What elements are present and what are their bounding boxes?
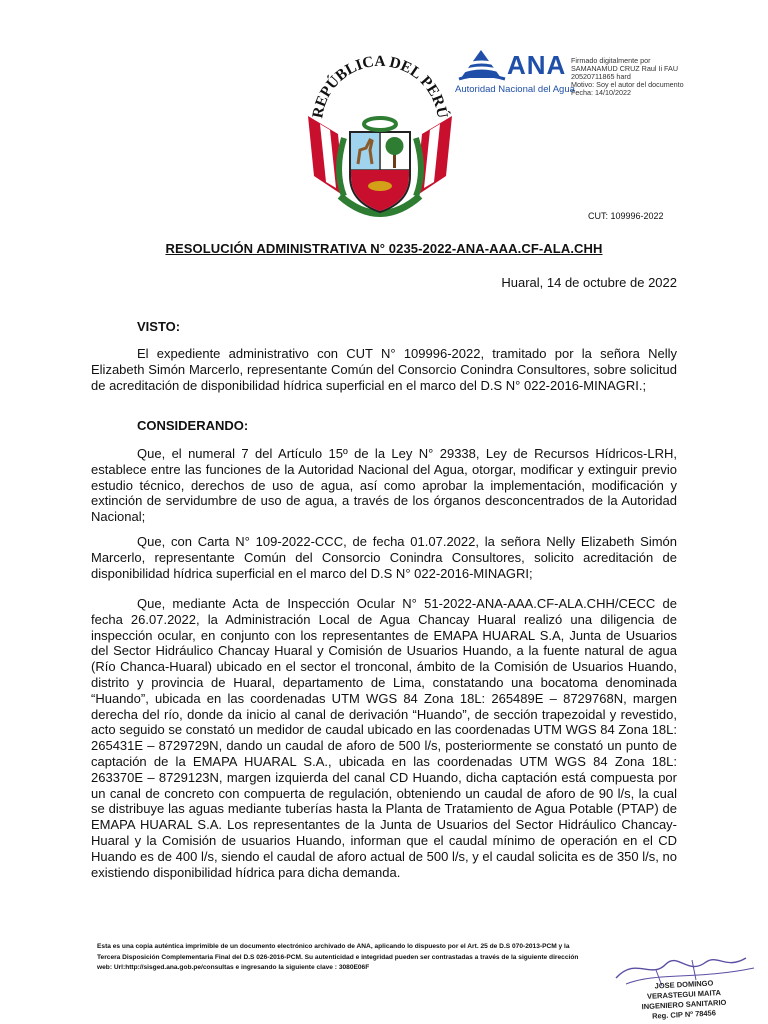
considerando-paragraph: Que, mediante Acta de Inspección Ocular N° 51-2022-ANA-AAA.CF-ALA.CHH/CECC de fecha 26.07.2022, la Administración Local de Agua Chancay Huaral realizó una diligencia de inspección ocular, en conjunto con los representantes de EMAPA HUARAL S.A, Junta de Usuarios del Sector Hidráulico Chancay Huaral y Comisión de Usuarios Huando, a la fuente natural de agua (Río Chanca-Huaral) ubicado en el sector el tronconal, ámbito de la Comisión de Usuarios Huando, distrito y provincia de Huaral, departamento de Lima, constatando una bocatoma denominada “Huando”, ubicada en las coordenadas UTM WGS 84 Zona 18L: 265489E – 8729768N, margen derecha del río, donde da inicio al canal de derivación “Huando”, de sección trapezoidal y revestido, acto seguido se constató un medidor de caudal ubicado en las coordenadas UTM WGS 84 Zona 18L: 265431E – 8729729N, dando un caudal de aforo de 500 l/s, posteriormente se constató un punto de captación de la EMAPA HUARAL S.A., ubicada en las coordenadas UTM WGS 84 Zona 18L: 263370E – 8729123N, margen izquierda del canal CD Huando, dicha captación está compuesta por un canal de concreto con compuerta de regulación, obteniendo un caudal de aforo de 90 l/s, la cual se distribuye las aguas mediante tuberías hasta la Planta de Tratamiento de Agua Potable (PTAP) de EMAPA HUARAL S.A. Los representantes de la Junta de Usuarios del Sector Hidráulico Chancay-Huaral y la Comisión de usuarios Huando, informan que el caudal mínimo de operación en el CD Huando es de 400 l/s, siendo el caudal de aforo actual de 500 l/s, y el caudal solicita es de 350 l/s, no existiendo disponibilidad hídrica para dicha demanda.	[91, 596, 677, 880]
footer-line: Esta es una copia auténtica imprimible de un documento electrónico archivado de ANA, aplicando lo dispuesto por el Art. 25 de D.S 070-2013-PCM y la	[97, 943, 570, 950]
ana-logo	[455, 48, 575, 100]
signature-line: 20520711865 hard	[571, 72, 631, 81]
stamp-name: JOSE DOMINGO	[654, 978, 714, 991]
signature-line: SAMANAMUD CRUZ Raul Ii FAU	[571, 64, 679, 73]
signature-line: Firmado digitalmente por	[571, 56, 651, 65]
ana-waves-icon	[457, 48, 507, 84]
digital-signature-info	[571, 57, 756, 97]
ana-wordmark: ANA	[507, 50, 567, 80]
stamp-profession: INGENIERO SANITARIO	[641, 997, 727, 1012]
coat-arc-text: REPÚBLICA DEL PERÚ	[309, 52, 451, 120]
signature-stamp	[596, 950, 761, 1022]
document-date: Huaral, 14 de octubre de 2022	[501, 275, 677, 290]
coat-of-arms-icon	[300, 46, 460, 226]
svg-text:REPÚBLICA DEL PERÚ	[309, 53, 451, 120]
signature-line: Fecha: 14/10/2022	[571, 88, 631, 97]
considerando-paragraph: Que, el numeral 7 del Artículo 15º de la Ley N° 29338, Ley de Recursos Hídricos-LRH, establece entre las funciones de la Autoridad Nacional del Agua, otorgar, modificar y extinguir previo estudio técnico, derechos de uso de agua, así como aprobar la implementación, modificación y extinción de servidumbre de uso de agua, a través de los órganos desconcentrados de la Autoridad Nacional;	[91, 446, 677, 525]
footer-line: Tercera Disposición Complementaria Final del D.S 026-2016-PCM. Su autenticidad e integridad pueden ser contrastadas a través de la siguiente dirección	[97, 953, 579, 961]
coat-of-arms	[300, 46, 460, 226]
footer-line: web: Url:http://sisged.ana.gob.pe/consultas e ingresando la siguiente clave : 3080E06F	[97, 964, 370, 971]
visto-heading: VISTO:	[137, 319, 181, 334]
stamp-surname: VERASTEGUI MAITA	[646, 988, 722, 1001]
cut-number: CUT: 109996-2022	[588, 211, 664, 221]
considerando-paragraph: Que, con Carta N° 109-2022-CCC, de fecha 01.07.2022, la señora Nelly Elizabeth Simón Marcerlo, representante Común del Consorcio Conindra Consultores, solicito acreditación de disponibilidad hídrica superficial en el marco del D.S N° 022-2016-MINAGRI;	[91, 534, 677, 581]
signature-line: Motivo: Soy el autor del documento	[571, 80, 684, 89]
ana-subtitle: Autoridad Nacional del Agua	[455, 84, 575, 95]
authenticity-footer	[97, 942, 612, 974]
visto-paragraph: El expediente administrativo con CUT N° 109996-2022, tramitado por la señora Nelly Elizabeth Simón Marcerlo, representante Común del Consorcio Conindra Consultores, sobre solicitud de acreditación de disponibilidad hídrica superficial en el marco del D.S N° 022-2016-MINAGRI.;	[91, 346, 677, 393]
considerando-heading: CONSIDERANDO:	[137, 418, 249, 433]
resolution-title: RESOLUCIÓN ADMINISTRATIVA N° 0235-2022-ANA-AAA.CF-ALA.CHH	[165, 241, 603, 256]
stamp-registration: Reg. CIP Nº 78456	[651, 1008, 717, 1021]
